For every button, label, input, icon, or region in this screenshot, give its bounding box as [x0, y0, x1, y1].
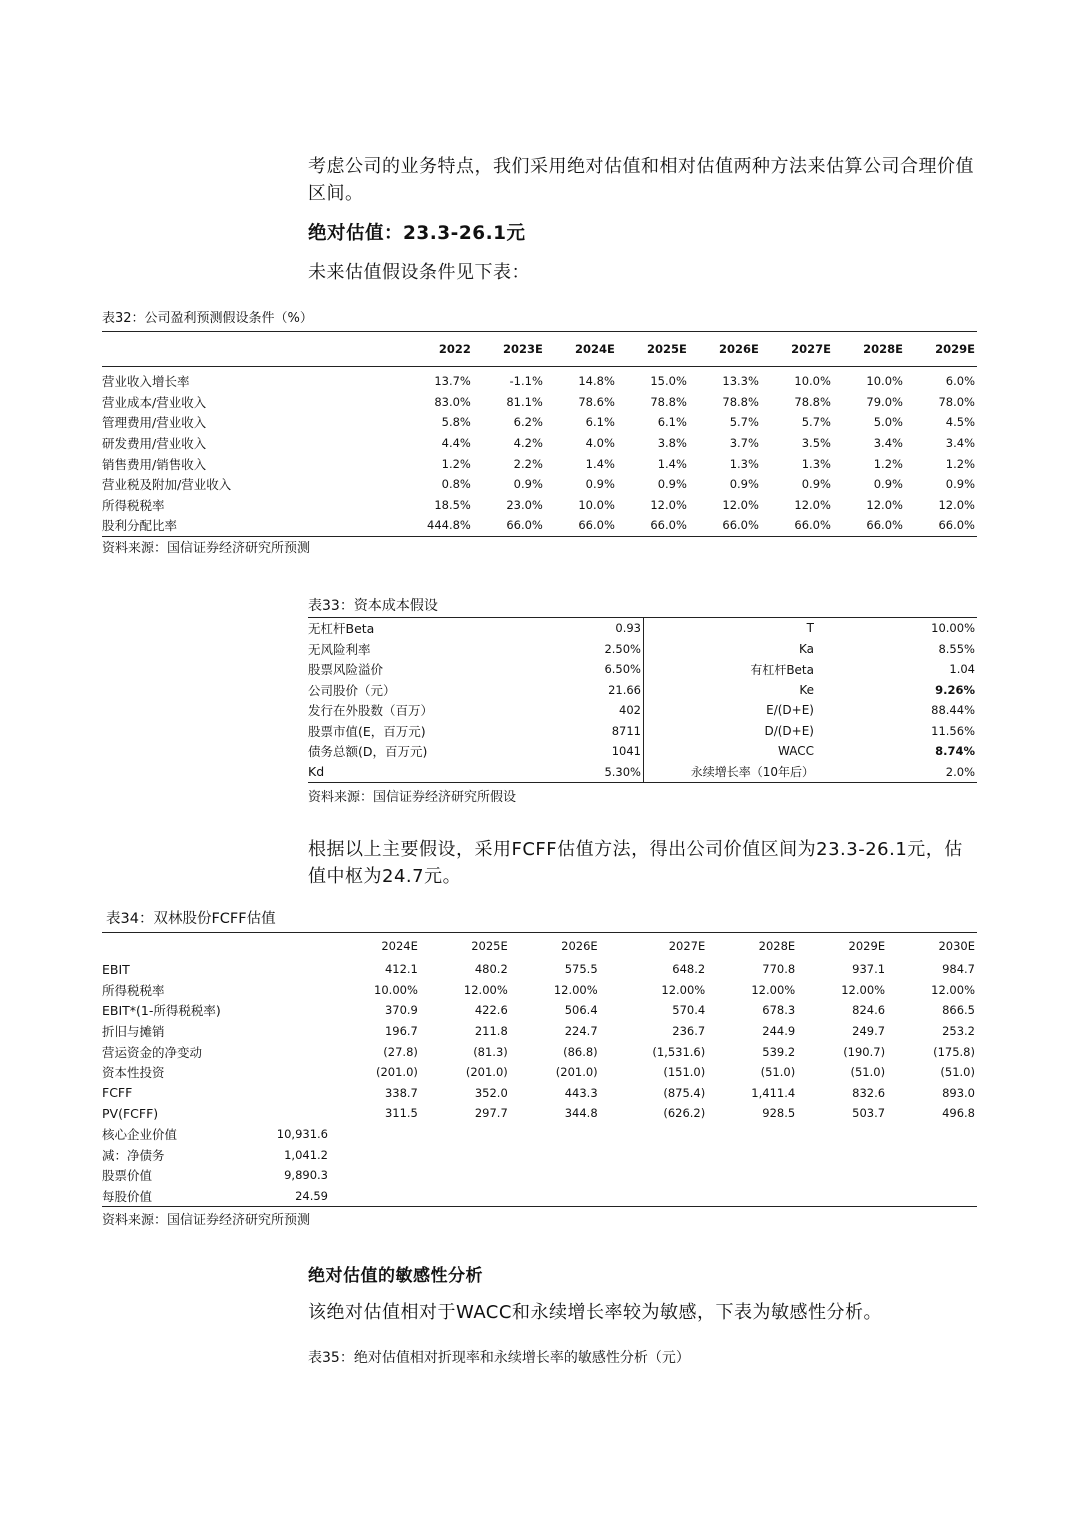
table-cell: 10.0%	[578, 497, 615, 512]
row-label: 股利分配比率	[102, 518, 178, 534]
table-header-cell: 2030E	[938, 939, 975, 953]
table-cell: 443.3	[564, 1085, 598, 1100]
param-value: 1.04	[949, 662, 975, 677]
table-cell	[272, 1062, 330, 1083]
table35-caption: 表35：绝对估值相对折现率和永续增长率的敏感性分析（元）	[308, 1350, 690, 1366]
table-cell: 211.8	[474, 1024, 508, 1039]
table-header-cell: 2023E	[473, 332, 545, 367]
sensitivity-paragraph: 该绝对估值相对于WACC和永续增长率较为敏感，下表为敏感性分析。	[308, 1302, 882, 1323]
sensitivity-heading: 绝对估值的敏感性分析	[308, 1266, 483, 1286]
table-cell: 4.2%	[513, 436, 543, 451]
table32-source: 资料来源：国信证券经济研究所预测	[102, 541, 311, 556]
table-cell: 196.7	[384, 1024, 418, 1039]
table-cell: 10,931.6	[276, 1127, 328, 1142]
table-row	[102, 1124, 977, 1145]
table32-profit-assumptions	[102, 331, 977, 537]
table-cell: 1.2%	[873, 456, 903, 471]
table-cell: -1.1%	[509, 374, 543, 389]
param-label: 公司股价（元）	[308, 682, 396, 698]
param-value: 8.55%	[938, 641, 975, 656]
table-cell: 15.0%	[650, 374, 687, 389]
table34-caption: 表34：双林股份FCFF估值	[106, 911, 276, 927]
table-cell: 575.5	[564, 962, 598, 977]
row-label: PV(FCFF)	[102, 1105, 159, 1121]
table-cell: 4.0%	[585, 436, 615, 451]
table-cell: (51.0)	[940, 1065, 975, 1080]
table-cell	[330, 1186, 420, 1207]
table-cell: 5.8%	[441, 415, 471, 430]
table-cell: 937.1	[852, 962, 886, 977]
table-cell: (151.0)	[663, 1065, 706, 1080]
table-cell	[707, 1144, 797, 1165]
table-cell: 1.2%	[945, 456, 975, 471]
param-label: 永续增长率（10年后）	[690, 765, 814, 780]
table-cell	[420, 1144, 510, 1165]
table-cell: 66.0%	[722, 518, 759, 533]
table-row	[102, 1144, 977, 1165]
row-label: 营业税及附加/营业收入	[102, 477, 232, 493]
param-label: 无风险利率	[308, 641, 371, 657]
table-cell: 338.7	[384, 1085, 418, 1100]
table-cell: 0.9%	[513, 477, 543, 492]
table-row	[308, 680, 977, 701]
table-cell: 5.0%	[873, 415, 903, 430]
assumption-intro: 未来估值假设条件见下表：	[308, 262, 530, 283]
table-cell	[420, 1165, 510, 1186]
table-cell	[887, 1144, 977, 1165]
table-cell: 1.4%	[657, 456, 687, 471]
table-cell	[707, 1124, 797, 1145]
table-cell: 3.5%	[801, 436, 831, 451]
row-label: 折旧与摊销	[102, 1024, 165, 1040]
table-cell: 4.5%	[945, 415, 975, 430]
row-label: 核心企业价值	[102, 1127, 178, 1143]
table-cell: 83.0%	[434, 394, 471, 409]
param-value: 21.66	[498, 680, 644, 701]
table-row	[102, 474, 977, 495]
param-value: 2.0%	[945, 764, 975, 779]
table-cell: 1.2%	[441, 456, 471, 471]
table-cell: (626.2)	[663, 1106, 706, 1121]
table-cell: 344.8	[564, 1106, 598, 1121]
table33-source: 资料来源：国信证券经济研究所假设	[308, 790, 517, 805]
table-row	[102, 412, 977, 433]
table-row	[308, 762, 977, 783]
row-label: 所得税税率	[102, 982, 165, 998]
table-cell: 66.0%	[650, 518, 687, 533]
table-header-cell: 2029E	[905, 332, 977, 367]
table-cell: (201.0)	[375, 1065, 418, 1080]
table-row	[102, 959, 977, 980]
table-cell: (1,531.6)	[652, 1044, 706, 1059]
row-label: EBIT	[102, 961, 130, 977]
table-row	[102, 367, 977, 392]
table-row	[102, 392, 977, 413]
row-label: 研发费用/营业收入	[102, 436, 207, 452]
table-cell: 893.0	[942, 1085, 975, 1100]
table-cell: 12.00%	[463, 982, 508, 997]
table-cell: (51.0)	[760, 1065, 796, 1080]
table-cell: 1.3%	[801, 456, 831, 471]
table-cell: 6.1%	[585, 415, 615, 430]
table-row	[308, 700, 977, 721]
param-value: 1041	[498, 741, 644, 762]
row-label: 管理费用/营业收入	[102, 415, 207, 431]
table-header-cell	[102, 332, 394, 367]
table-cell: 3.4%	[945, 436, 975, 451]
table-header-cell: 2024E	[381, 939, 418, 953]
table-cell: 14.8%	[578, 374, 615, 389]
table-cell: 539.2	[762, 1044, 796, 1059]
row-label: 每股价值	[102, 1188, 153, 1204]
table-cell: 12.0%	[650, 497, 687, 512]
table-cell: 12.0%	[722, 497, 759, 512]
row-label: 营业收入增长率	[102, 374, 190, 390]
table-row	[308, 639, 977, 660]
table-cell: 370.9	[384, 1003, 418, 1018]
table-cell	[600, 1124, 708, 1145]
row-label: 股票价值	[102, 1168, 153, 1184]
table-header-row	[102, 933, 977, 960]
table-row	[102, 1083, 977, 1104]
row-label: FCFF	[102, 1085, 133, 1101]
table-cell: 444.8%	[427, 518, 471, 533]
table-header-cell: 2028E	[758, 939, 796, 953]
table-cell: (86.8)	[563, 1044, 598, 1059]
table-row	[102, 433, 977, 454]
param-label: E/(D+E)	[766, 703, 814, 718]
table-row	[102, 1021, 977, 1042]
table-row	[102, 1000, 977, 1021]
param-label: 发行在外股数（百万）	[308, 703, 434, 719]
table-header-cell	[272, 933, 330, 960]
table-cell	[330, 1144, 420, 1165]
table34-source: 资料来源：国信证券经济研究所预测	[102, 1213, 311, 1228]
param-label: 有杠杆Beta	[750, 662, 814, 677]
table-cell	[510, 1144, 600, 1165]
table-cell: 3.8%	[657, 436, 687, 451]
table-cell: 66.0%	[938, 518, 975, 533]
table-cell: 0.9%	[729, 477, 759, 492]
table-cell: 12.0%	[866, 497, 903, 512]
param-label: T	[806, 621, 814, 636]
table-row	[102, 1186, 977, 1207]
table-cell: 24.59	[295, 1188, 328, 1203]
table-cell: 224.7	[564, 1024, 598, 1039]
param-value: 11.56%	[931, 723, 975, 738]
table-cell: 506.4	[564, 1003, 598, 1018]
table-cell: 78.8%	[650, 394, 687, 409]
table-header-cell: 2027E	[761, 332, 833, 367]
table-cell: 2.2%	[513, 456, 543, 471]
table-cell: (190.7)	[843, 1044, 886, 1059]
table-cell	[797, 1144, 887, 1165]
table-cell: 78.6%	[578, 394, 615, 409]
table-cell: 79.0%	[866, 394, 903, 409]
table-cell: 66.0%	[794, 518, 831, 533]
param-value: 0.93	[498, 618, 644, 639]
table-cell: 412.1	[384, 962, 418, 977]
absolute-valuation-heading: 绝对估值：23.3-26.1元	[308, 223, 526, 244]
table-cell: 0.9%	[657, 477, 687, 492]
table-cell	[272, 959, 330, 980]
row-label: 所得税税率	[102, 497, 165, 513]
intro-paragraph: 考虑公司的业务特点，我们采用绝对估值和相对估值两种方法来估算公司合理价值区间。	[308, 156, 974, 204]
table-row	[102, 1165, 977, 1186]
table-cell	[797, 1124, 887, 1145]
table-header-cell: 2025E	[471, 939, 508, 953]
row-label: EBIT*(1-所得税税率)	[102, 1003, 221, 1019]
row-label: 营业成本/营业收入	[102, 394, 207, 410]
param-label: WACC	[778, 744, 814, 759]
table34-fcff-valuation	[102, 932, 977, 1207]
table-cell: 3.7%	[729, 436, 759, 451]
table-cell: 4.4%	[441, 436, 471, 451]
table-header-cell: 2026E	[689, 332, 761, 367]
table-cell: 10.0%	[866, 374, 903, 389]
table-cell: 648.2	[672, 962, 706, 977]
table-cell: 3.4%	[873, 436, 903, 451]
table-cell	[600, 1165, 708, 1186]
param-label: D/(D+E)	[764, 723, 814, 738]
table-cell: 6.2%	[513, 415, 543, 430]
param-label: Ke	[799, 682, 814, 697]
table-cell: 9,890.3	[284, 1168, 328, 1183]
param-label: 债务总额(D，百万元)	[308, 744, 428, 760]
table-cell: 12.00%	[931, 982, 975, 997]
table-cell: 12.00%	[661, 982, 706, 997]
table-cell: 12.00%	[841, 982, 886, 997]
table-cell: 12.00%	[751, 982, 796, 997]
table-cell: 928.5	[762, 1106, 796, 1121]
table-cell: 66.0%	[578, 518, 615, 533]
table-cell: (875.4)	[663, 1085, 706, 1100]
table-cell	[510, 1124, 600, 1145]
table-cell: 770.8	[762, 962, 796, 977]
table-cell: 66.0%	[506, 518, 543, 533]
table32-caption: 表32：公司盈利预测假设条件（%）	[102, 311, 313, 326]
table-cell: 480.2	[474, 962, 508, 977]
table-cell: 0.9%	[801, 477, 831, 492]
table-cell: 78.8%	[794, 394, 831, 409]
table-cell: 10.0%	[794, 374, 831, 389]
table-row	[102, 515, 977, 536]
table-cell: (201.0)	[555, 1065, 598, 1080]
param-value: 10.00%	[931, 621, 975, 636]
row-label: 减：净债务	[102, 1147, 165, 1163]
table-cell: 422.6	[474, 1003, 508, 1018]
table-row	[102, 980, 977, 1001]
table-cell: 1,411.4	[751, 1085, 796, 1100]
table-cell: 832.6	[852, 1085, 886, 1100]
table-cell: 984.7	[942, 962, 975, 977]
table-cell: 570.4	[672, 1003, 706, 1018]
table-header-cell: 2024E	[545, 332, 617, 367]
param-value: 402	[498, 700, 644, 721]
table-cell	[887, 1165, 977, 1186]
table-cell: 13.3%	[722, 374, 759, 389]
table-row	[308, 659, 977, 680]
table-cell: 12.0%	[794, 497, 831, 512]
table33-cost-of-capital	[308, 617, 977, 783]
param-value: 8.74%	[935, 744, 975, 759]
table-cell: (51.0)	[850, 1065, 886, 1080]
table-cell: 249.7	[852, 1024, 886, 1039]
table-cell: 253.2	[942, 1024, 975, 1039]
table-cell: 5.7%	[729, 415, 759, 430]
table-cell: 78.8%	[722, 394, 759, 409]
table-cell	[272, 1041, 330, 1062]
table-cell	[330, 1124, 420, 1145]
table-cell: 352.0	[474, 1085, 508, 1100]
table-cell: 13.7%	[434, 374, 471, 389]
table-row	[102, 1041, 977, 1062]
param-value: 9.26%	[935, 682, 975, 697]
table-cell: (81.3)	[473, 1044, 508, 1059]
row-label: 资本性投资	[102, 1065, 165, 1081]
table-cell: 1.4%	[585, 456, 615, 471]
param-label: 无杠杆Beta	[308, 621, 375, 637]
table-row	[102, 495, 977, 516]
table-header-cell: 2026E	[561, 939, 598, 953]
fcff-conclusion: 根据以上主要假设，采用FCFF估值方法，得出公司价值区间为23.3-26.1元，估值中枢为24.7元。	[308, 839, 963, 887]
table-cell: 10.00%	[374, 982, 418, 997]
table-header-cell	[102, 933, 272, 960]
table-cell: 0.8%	[441, 477, 471, 492]
table-header-cell: 2025E	[617, 332, 689, 367]
param-value: 8711	[498, 721, 644, 742]
param-value: 88.44%	[931, 703, 975, 718]
table-row	[308, 741, 977, 762]
table-cell	[797, 1186, 887, 1207]
table-cell: 0.9%	[873, 477, 903, 492]
table-cell: 81.1%	[506, 394, 543, 409]
table-cell: 12.0%	[938, 497, 975, 512]
table-cell	[272, 1021, 330, 1042]
table-cell: 6.0%	[945, 374, 975, 389]
param-label: Kd	[308, 764, 325, 780]
table-cell: 78.0%	[938, 394, 975, 409]
table-cell: (27.8)	[383, 1044, 418, 1059]
table-cell: 297.7	[474, 1106, 508, 1121]
table-cell: 23.0%	[506, 497, 543, 512]
table-row	[308, 618, 977, 639]
table-cell: 66.0%	[866, 518, 903, 533]
param-label: 股票风险溢价	[308, 662, 384, 678]
table-cell: 0.9%	[945, 477, 975, 492]
table-cell: (201.0)	[465, 1065, 508, 1080]
table-cell: 1,041.2	[284, 1147, 328, 1162]
table-cell	[272, 1083, 330, 1104]
table-cell: 0.9%	[585, 477, 615, 492]
table-cell	[272, 1000, 330, 1021]
param-label: Ka	[798, 641, 814, 656]
param-value: 5.30%	[498, 762, 644, 783]
table-cell	[600, 1144, 708, 1165]
table-header-cell: 2029E	[848, 939, 886, 953]
table-cell	[887, 1186, 977, 1207]
table-cell: 244.9	[762, 1024, 796, 1039]
param-label: 股票市值(E，百万元)	[308, 723, 426, 739]
table-cell	[510, 1186, 600, 1207]
table-cell: 678.3	[762, 1003, 796, 1018]
table-header-cell: 2028E	[833, 332, 905, 367]
table-header-cell: 2027E	[668, 939, 706, 953]
table-row	[102, 453, 977, 474]
table33-caption: 表33：资本成本假设	[308, 598, 438, 614]
table-cell	[420, 1124, 510, 1145]
table-cell	[420, 1186, 510, 1207]
table-cell	[510, 1165, 600, 1186]
table-cell: 6.1%	[657, 415, 687, 430]
table-cell: 496.8	[942, 1106, 975, 1121]
table-cell: 1.3%	[729, 456, 759, 471]
table-cell: 5.7%	[801, 415, 831, 430]
table-cell: 824.6	[852, 1003, 886, 1018]
table-cell: 236.7	[672, 1024, 706, 1039]
table-header-cell: 2022	[394, 332, 473, 367]
table-cell	[330, 1165, 420, 1186]
table-cell: 18.5%	[434, 497, 471, 512]
table-row	[102, 1062, 977, 1083]
table-cell: 866.5	[942, 1003, 975, 1018]
table-cell	[272, 1103, 330, 1124]
table-cell: 503.7	[852, 1106, 886, 1121]
table-row	[102, 1103, 977, 1124]
table-cell	[797, 1165, 887, 1186]
param-value: 2.50%	[498, 639, 644, 660]
table-cell	[707, 1186, 797, 1207]
table-cell	[707, 1165, 797, 1186]
table-cell	[887, 1124, 977, 1145]
param-value: 6.50%	[498, 659, 644, 680]
table-cell: 311.5	[384, 1106, 418, 1121]
table-cell	[272, 980, 330, 1001]
row-label: 营运资金的净变动	[102, 1044, 203, 1060]
table-row	[308, 721, 977, 742]
table-cell: 12.00%	[553, 982, 598, 997]
row-label: 销售费用/销售收入	[102, 456, 207, 472]
table-header-row	[102, 332, 977, 367]
table-cell: (175.8)	[933, 1044, 975, 1059]
table-cell	[600, 1186, 708, 1207]
